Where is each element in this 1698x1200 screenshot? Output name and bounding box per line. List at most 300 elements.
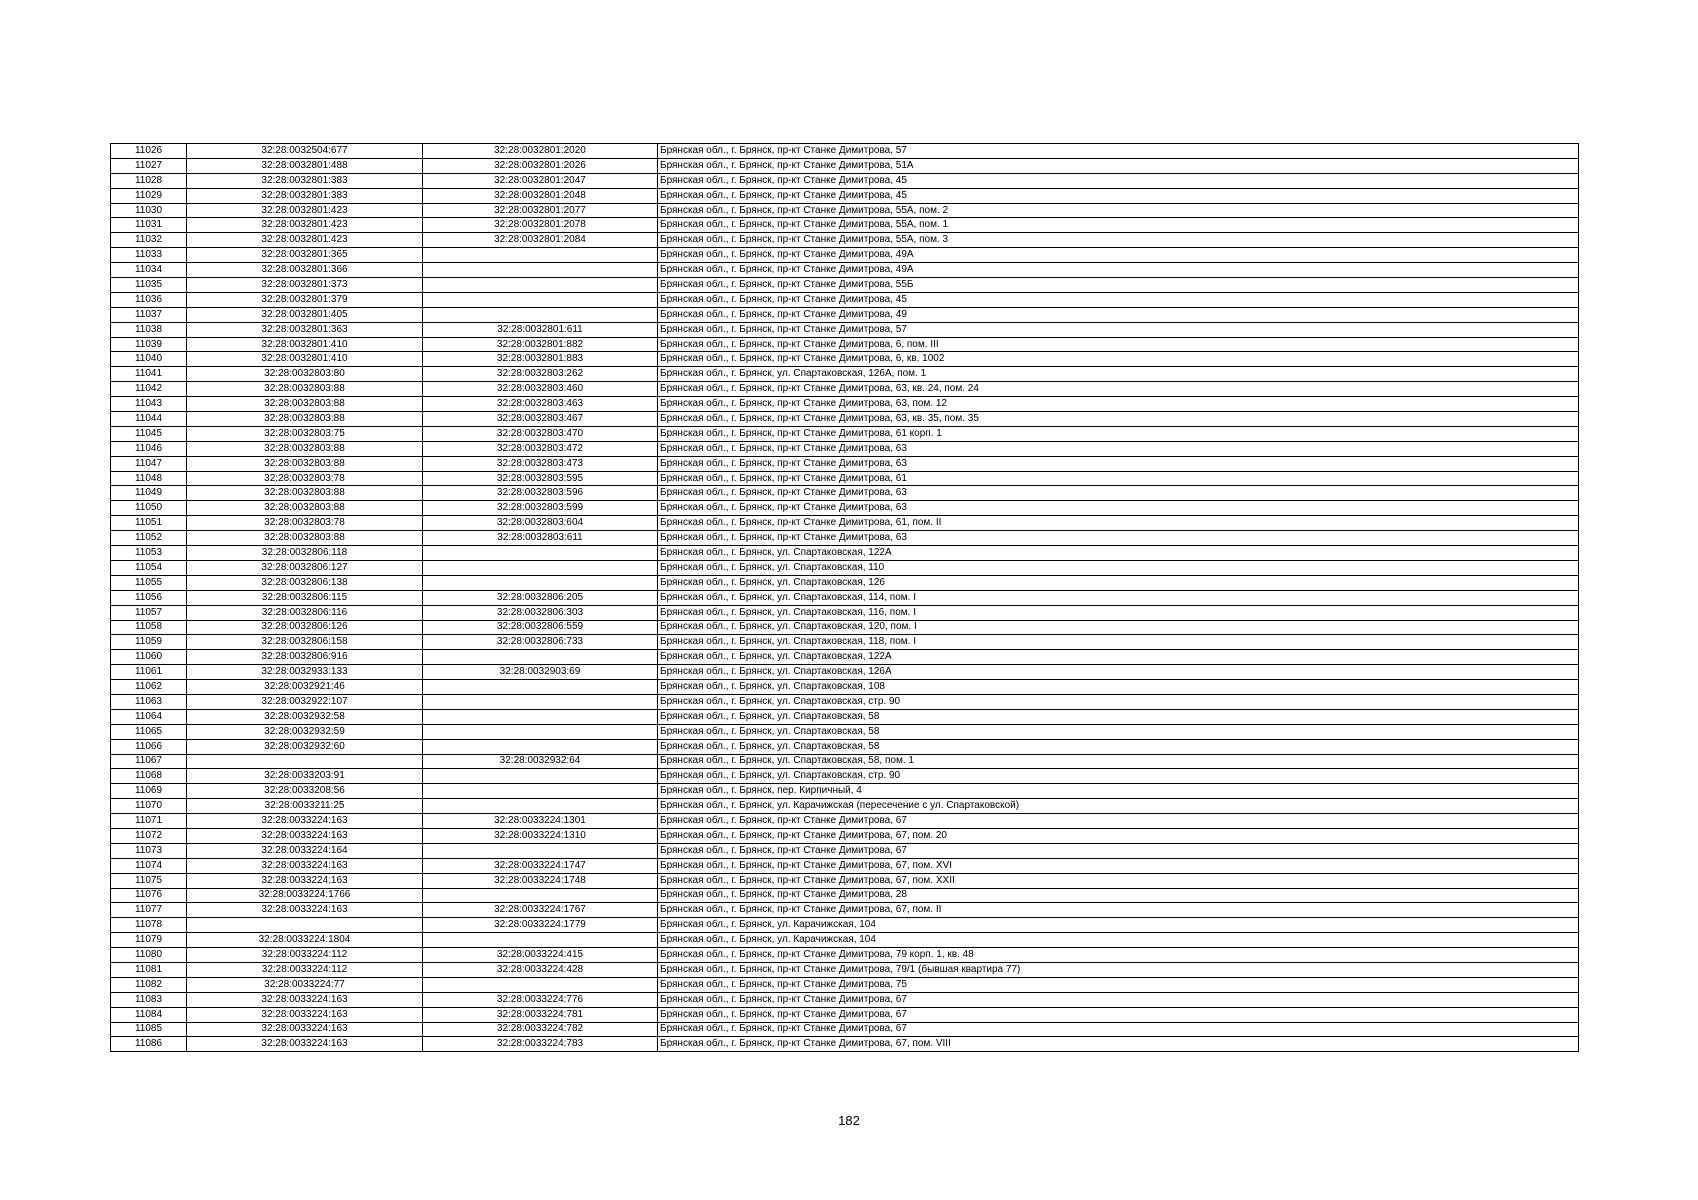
address-cell: Брянская обл., г. Брянск, пр-кт Станке Димитрова, 67, пом. II [658,903,1579,918]
table-row [111,501,1579,516]
object-cadastral-number-cell: 32:28:0032806:559 [423,620,658,635]
table-row [111,233,1579,248]
row-number-cell: 11030 [111,203,187,218]
land-cadastral-number-cell: 32:28:0032803:80 [187,367,423,382]
object-cadastral-number-cell [423,977,658,992]
land-cadastral-number-cell: 32:28:0032801:423 [187,233,423,248]
table-row [111,292,1579,307]
address-cell: Брянская обл., г. Брянск, ул. Спартаковская, стр. 90 [658,694,1579,709]
object-cadastral-number-cell: 32:28:0033224:1779 [423,918,658,933]
object-cadastral-number-cell [423,680,658,695]
land-cadastral-number-cell: 32:28:0032806:158 [187,635,423,650]
row-number-cell: 11044 [111,412,187,427]
table-row [111,158,1579,173]
table-row [111,933,1579,948]
object-cadastral-number-cell [423,650,658,665]
row-number-cell: 11051 [111,516,187,531]
table-row [111,977,1579,992]
address-cell: Брянская обл., г. Брянск, пр-кт Станке Димитрова, 57 [658,322,1579,337]
address-cell: Брянская обл., г. Брянск, пр-кт Станке Димитрова, 49 [658,307,1579,322]
row-number-cell: 11063 [111,694,187,709]
table-row [111,218,1579,233]
object-cadastral-number-cell [423,769,658,784]
address-cell: Брянская обл., г. Брянск, пр-кт Станке Димитрова, 6, кв. 1002 [658,352,1579,367]
land-cadastral-number-cell: 32:28:0032803:88 [187,412,423,427]
object-cadastral-number-cell [423,799,658,814]
table-row [111,709,1579,724]
object-cadastral-number-cell: 32:28:0032801:611 [423,322,658,337]
table-row [111,948,1579,963]
land-cadastral-number-cell: 32:28:0032801:366 [187,263,423,278]
address-cell: Брянская обл., г. Брянск, пр-кт Станке Димитрова, 49А [658,263,1579,278]
address-cell: Брянская обл., г. Брянск, пр-кт Станке Димитрова, 63 [658,531,1579,546]
row-number-cell: 11073 [111,843,187,858]
address-cell: Брянская обл., г. Брянск, пр-кт Станке Димитрова, 6, пом. III [658,337,1579,352]
address-cell: Брянская обл., г. Брянск, ул. Спартаковская, 120, пом. I [658,620,1579,635]
row-number-cell: 11036 [111,292,187,307]
address-cell: Брянская обл., г. Брянск, ул. Карачижская (пересечение с ул. Спартаковской) [658,799,1579,814]
row-number-cell: 11081 [111,962,187,977]
table-row [111,769,1579,784]
land-cadastral-number-cell: 32:28:0033208:56 [187,784,423,799]
address-cell: Брянская обл., г. Брянск, пр-кт Станке Димитрова, 63 [658,486,1579,501]
land-cadastral-number-cell: 32:28:0033203:91 [187,769,423,784]
object-cadastral-number-cell: 32:28:0033224:776 [423,992,658,1007]
table-row [111,575,1579,590]
row-number-cell: 11065 [111,724,187,739]
address-cell: Брянская обл., г. Брянск, пр-кт Станке Димитрова, 75 [658,977,1579,992]
table-row [111,278,1579,293]
address-cell: Брянская обл., г. Брянск, пр-кт Станке Димитрова, 55А, пом. 3 [658,233,1579,248]
object-cadastral-number-cell [423,278,658,293]
land-cadastral-number-cell: 32:28:0032803:88 [187,486,423,501]
row-number-cell: 11026 [111,144,187,159]
land-cadastral-number-cell: 32:28:0032801:410 [187,352,423,367]
address-cell: Брянская обл., г. Брянск, ул. Спартаковская, 108 [658,680,1579,695]
table-row [111,739,1579,754]
land-cadastral-number-cell: 32:28:0033224:163 [187,1007,423,1022]
table-row [111,397,1579,412]
object-cadastral-number-cell: 32:28:0032801:2048 [423,188,658,203]
row-number-cell: 11027 [111,158,187,173]
row-number-cell: 11070 [111,799,187,814]
row-number-cell: 11057 [111,605,187,620]
address-cell: Брянская обл., г. Брянск, пр-кт Станке Димитрова, 63, пом. 12 [658,397,1579,412]
address-cell: Брянская обл., г. Брянск, пр-кт Станке Димитрова, 67 [658,814,1579,829]
table-row [111,367,1579,382]
land-cadastral-number-cell: 32:28:0032801:410 [187,337,423,352]
address-cell: Брянская обл., г. Брянск, пр-кт Станке Димитрова, 57 [658,144,1579,159]
land-cadastral-number-cell: 32:28:0033224:163 [187,873,423,888]
table-row [111,516,1579,531]
row-number-cell: 11060 [111,650,187,665]
address-cell: Брянская обл., г. Брянск, пр-кт Станке Димитрова, 55А, пом. 1 [658,218,1579,233]
table-row [111,337,1579,352]
land-cadastral-number-cell: 32:28:0032801:379 [187,292,423,307]
row-number-cell: 11055 [111,575,187,590]
land-cadastral-number-cell: 32:28:0032806:118 [187,546,423,561]
address-cell: Брянская обл., г. Брянск, ул. Спартаковская, 118, пом. I [658,635,1579,650]
address-cell: Брянская обл., г. Брянск, пр-кт Станке Димитрова, 63, кв. 24, пом. 24 [658,382,1579,397]
address-cell: Брянская обл., г. Брянск, ул. Спартаковская, 126А [658,665,1579,680]
address-cell: Брянская обл., г. Брянск, пр-кт Станке Димитрова, 79 корп. 1, кв. 48 [658,948,1579,963]
address-cell: Брянская обл., г. Брянск, пр-кт Станке Димитрова, 49А [658,248,1579,263]
object-cadastral-number-cell: 32:28:0032801:2047 [423,173,658,188]
row-number-cell: 11066 [111,739,187,754]
row-number-cell: 11053 [111,546,187,561]
address-cell: Брянская обл., г. Брянск, ул. Спартаковская, 126 [658,575,1579,590]
table-row [111,441,1579,456]
object-cadastral-number-cell: 32:28:0033224:1747 [423,858,658,873]
address-cell: Брянская обл., г. Брянск, ул. Спартаковская, 116, пом. I [658,605,1579,620]
object-cadastral-number-cell: 32:28:0032803:595 [423,471,658,486]
object-cadastral-number-cell [423,709,658,724]
object-cadastral-number-cell: 32:28:0032803:467 [423,412,658,427]
page-number: 182 [838,1113,860,1128]
object-cadastral-number-cell: 32:28:0032801:2077 [423,203,658,218]
row-number-cell: 11085 [111,1022,187,1037]
table-row [111,531,1579,546]
land-cadastral-number-cell: 32:28:0033211:25 [187,799,423,814]
table-row [111,962,1579,977]
object-cadastral-number-cell: 32:28:0032803:596 [423,486,658,501]
land-cadastral-number-cell: 32:28:0032801:365 [187,248,423,263]
row-number-cell: 11035 [111,278,187,293]
table-row [111,992,1579,1007]
table-row [111,828,1579,843]
object-cadastral-number-cell: 32:28:0033224:1301 [423,814,658,829]
land-cadastral-number-cell: 32:28:0032806:126 [187,620,423,635]
land-cadastral-number-cell: 32:28:0032933:133 [187,665,423,680]
land-cadastral-number-cell: 32:28:0033224:163 [187,814,423,829]
object-cadastral-number-cell: 32:28:0032801:2078 [423,218,658,233]
land-cadastral-number-cell: 32:28:0032806:916 [187,650,423,665]
row-number-cell: 11045 [111,426,187,441]
row-number-cell: 11076 [111,888,187,903]
table-row [111,173,1579,188]
object-cadastral-number-cell: 32:28:0033224:428 [423,962,658,977]
table-row [111,263,1579,278]
address-cell: Брянская обл., г. Брянск, пр-кт Станке Димитрова, 67 [658,1007,1579,1022]
row-number-cell: 11062 [111,680,187,695]
object-cadastral-number-cell: 32:28:0033224:415 [423,948,658,963]
land-cadastral-number-cell: 32:28:0033224:1766 [187,888,423,903]
object-cadastral-number-cell: 32:28:0033224:783 [423,1037,658,1052]
object-cadastral-number-cell [423,933,658,948]
table-row [111,307,1579,322]
land-cadastral-number-cell: 32:28:0032806:115 [187,590,423,605]
row-number-cell: 11084 [111,1007,187,1022]
row-number-cell: 11067 [111,754,187,769]
land-cadastral-number-cell [187,918,423,933]
object-cadastral-number-cell [423,888,658,903]
row-number-cell: 11050 [111,501,187,516]
table-row [111,1022,1579,1037]
land-cadastral-number-cell: 32:28:0032504:677 [187,144,423,159]
address-cell: Брянская обл., г. Брянск, пр-кт Станке Димитрова, 63 [658,456,1579,471]
object-cadastral-number-cell: 32:28:0033224:782 [423,1022,658,1037]
table-row [111,546,1579,561]
address-cell: Брянская обл., г. Брянск, ул. Карачижская, 104 [658,933,1579,948]
object-cadastral-number-cell [423,292,658,307]
table-row [111,1007,1579,1022]
table-row [111,724,1579,739]
address-cell: Брянская обл., г. Брянск, ул. Спартаковская, стр. 90 [658,769,1579,784]
address-cell: Брянская обл., г. Брянск, пр-кт Станке Димитрова, 67, пом. VIII [658,1037,1579,1052]
object-cadastral-number-cell: 32:28:0032806:205 [423,590,658,605]
land-cadastral-number-cell: 32:28:0032803:88 [187,501,423,516]
land-cadastral-number-cell: 32:28:0033224:1804 [187,933,423,948]
land-cadastral-number-cell: 32:28:0032803:88 [187,382,423,397]
object-cadastral-number-cell: 32:28:0033224:1748 [423,873,658,888]
object-cadastral-number-cell: 32:28:0032806:303 [423,605,658,620]
address-cell: Брянская обл., г. Брянск, пр-кт Станке Димитрова, 63 [658,501,1579,516]
row-number-cell: 11048 [111,471,187,486]
address-cell: Брянская обл., г. Брянск, пр-кт Станке Димитрова, 45 [658,188,1579,203]
land-cadastral-number-cell: 32:28:0032803:88 [187,397,423,412]
object-cadastral-number-cell: 32:28:0032803:463 [423,397,658,412]
row-number-cell: 11034 [111,263,187,278]
table-row [111,486,1579,501]
row-number-cell: 11046 [111,441,187,456]
object-cadastral-number-cell: 32:28:0033224:1767 [423,903,658,918]
row-number-cell: 11033 [111,248,187,263]
object-cadastral-number-cell: 32:28:0032801:2026 [423,158,658,173]
address-cell: Брянская обл., г. Брянск, пер. Кирпичный, 4 [658,784,1579,799]
object-cadastral-number-cell [423,694,658,709]
table-row [111,620,1579,635]
row-number-cell: 11086 [111,1037,187,1052]
address-cell: Брянская обл., г. Брянск, пр-кт Станке Димитрова, 67, пом. XVI [658,858,1579,873]
land-cadastral-number-cell: 32:28:0033224:112 [187,962,423,977]
object-cadastral-number-cell: 32:28:0032803:599 [423,501,658,516]
address-cell: Брянская обл., г. Брянск, ул. Спартаковская, 58 [658,709,1579,724]
table-row [111,248,1579,263]
row-number-cell: 11074 [111,858,187,873]
table-row [111,858,1579,873]
object-cadastral-number-cell [423,739,658,754]
land-cadastral-number-cell: 32:28:0033224:163 [187,903,423,918]
table-row [111,456,1579,471]
row-number-cell: 11079 [111,933,187,948]
land-cadastral-number-cell: 32:28:0032803:78 [187,516,423,531]
table-row [111,814,1579,829]
object-cadastral-number-cell: 32:28:0032932:64 [423,754,658,769]
row-number-cell: 11049 [111,486,187,501]
row-number-cell: 11080 [111,948,187,963]
row-number-cell: 11071 [111,814,187,829]
land-cadastral-number-cell: 32:28:0032803:88 [187,441,423,456]
table-row [111,784,1579,799]
address-cell: Брянская обл., г. Брянск, пр-кт Станке Димитрова, 67 [658,992,1579,1007]
address-cell: Брянская обл., г. Брянск, пр-кт Станке Димитрова, 63 [658,441,1579,456]
land-cadastral-number-cell: 32:28:0033224:164 [187,843,423,858]
row-number-cell: 11072 [111,828,187,843]
row-number-cell: 11059 [111,635,187,650]
table-row [111,144,1579,159]
address-cell: Брянская обл., г. Брянск, пр-кт Станке Димитрова, 45 [658,173,1579,188]
table-row [111,918,1579,933]
table-row [111,590,1579,605]
table-row [111,635,1579,650]
object-cadastral-number-cell [423,843,658,858]
land-cadastral-number-cell: 32:28:0033224:163 [187,992,423,1007]
land-cadastral-number-cell: 32:28:0032801:488 [187,158,423,173]
row-number-cell: 11042 [111,382,187,397]
address-cell: Брянская обл., г. Брянск, ул. Спартаковская, 58 [658,724,1579,739]
land-cadastral-number-cell [187,754,423,769]
row-number-cell: 11077 [111,903,187,918]
address-cell: Брянская обл., г. Брянск, пр-кт Станке Димитрова, 67, пом. 20 [658,828,1579,843]
address-cell: Брянская обл., г. Брянск, пр-кт Станке Димитрова, 45 [658,292,1579,307]
land-cadastral-number-cell: 32:28:0032806:138 [187,575,423,590]
object-cadastral-number-cell: 32:28:0033224:1310 [423,828,658,843]
object-cadastral-number-cell: 32:28:0032903:69 [423,665,658,680]
registry-table [110,143,1579,1052]
land-cadastral-number-cell: 32:28:0033224:163 [187,1037,423,1052]
row-number-cell: 11082 [111,977,187,992]
address-cell: Брянская обл., г. Брянск, пр-кт Станке Димитрова, 67, пом. XXII [658,873,1579,888]
table-row [111,560,1579,575]
row-number-cell: 11043 [111,397,187,412]
address-cell: Брянская обл., г. Брянск, ул. Спартаковская, 122А [658,650,1579,665]
land-cadastral-number-cell: 32:28:0032801:423 [187,218,423,233]
address-cell: Брянская обл., г. Брянск, пр-кт Станке Димитрова, 55Б [658,278,1579,293]
land-cadastral-number-cell: 32:28:0032801:383 [187,188,423,203]
object-cadastral-number-cell [423,724,658,739]
address-cell: Брянская обл., г. Брянск, пр-кт Станке Димитрова, 79/1 (бывшая квартира 77) [658,962,1579,977]
address-cell: Брянская обл., г. Брянск, пр-кт Станке Димитрова, 61, пом. II [658,516,1579,531]
object-cadastral-number-cell: 32:28:0032803:611 [423,531,658,546]
table-row [111,203,1579,218]
object-cadastral-number-cell: 32:28:0032803:262 [423,367,658,382]
land-cadastral-number-cell: 32:28:0033224:163 [187,858,423,873]
object-cadastral-number-cell: 32:28:0033224:781 [423,1007,658,1022]
address-cell: Брянская обл., г. Брянск, ул. Спартаковская, 126А, пом. 1 [658,367,1579,382]
table-row [111,888,1579,903]
table-row [111,1037,1579,1052]
object-cadastral-number-cell: 32:28:0032803:470 [423,426,658,441]
row-number-cell: 11029 [111,188,187,203]
row-number-cell: 11047 [111,456,187,471]
row-number-cell: 11069 [111,784,187,799]
address-cell: Брянская обл., г. Брянск, ул. Спартаковская, 114, пом. I [658,590,1579,605]
table-row [111,694,1579,709]
row-number-cell: 11056 [111,590,187,605]
row-number-cell: 11061 [111,665,187,680]
row-number-cell: 11037 [111,307,187,322]
object-cadastral-number-cell [423,784,658,799]
object-cadastral-number-cell [423,575,658,590]
land-cadastral-number-cell: 32:28:0032801:405 [187,307,423,322]
object-cadastral-number-cell [423,560,658,575]
address-cell: Брянская обл., г. Брянск, ул. Спартаковская, 58, пом. 1 [658,754,1579,769]
address-cell: Брянская обл., г. Брянск, ул. Карачижская, 104 [658,918,1579,933]
table-row [111,650,1579,665]
land-cadastral-number-cell: 32:28:0032932:60 [187,739,423,754]
land-cadastral-number-cell: 32:28:0032932:58 [187,709,423,724]
table-row [111,843,1579,858]
land-cadastral-number-cell: 32:28:0032801:373 [187,278,423,293]
object-cadastral-number-cell: 32:28:0032803:604 [423,516,658,531]
row-number-cell: 11031 [111,218,187,233]
row-number-cell: 11083 [111,992,187,1007]
address-cell: Брянская обл., г. Брянск, пр-кт Станке Димитрова, 67 [658,843,1579,858]
object-cadastral-number-cell: 32:28:0032801:2020 [423,144,658,159]
address-cell: Брянская обл., г. Брянск, пр-кт Станке Димитрова, 61 [658,471,1579,486]
address-cell: Брянская обл., г. Брянск, пр-кт Станке Димитрова, 67 [658,1022,1579,1037]
table-row [111,412,1579,427]
row-number-cell: 11058 [111,620,187,635]
row-number-cell: 11078 [111,918,187,933]
land-cadastral-number-cell: 32:28:0032801:363 [187,322,423,337]
table-row [111,665,1579,680]
row-number-cell: 11032 [111,233,187,248]
land-cadastral-number-cell: 32:28:0032803:88 [187,456,423,471]
object-cadastral-number-cell: 32:28:0032803:460 [423,382,658,397]
address-cell: Брянская обл., г. Брянск, пр-кт Станке Димитрова, 63, кв. 35, пом. 35 [658,412,1579,427]
object-cadastral-number-cell: 32:28:0032801:2084 [423,233,658,248]
address-cell: Брянская обл., г. Брянск, пр-кт Станке Димитрова, 55А, пом. 2 [658,203,1579,218]
address-cell: Брянская обл., г. Брянск, пр-кт Станке Димитрова, 61 корп. 1 [658,426,1579,441]
object-cadastral-number-cell: 32:28:0032801:883 [423,352,658,367]
table-row [111,605,1579,620]
table-row [111,903,1579,918]
address-cell: Брянская обл., г. Брянск, пр-кт Станке Димитрова, 28 [658,888,1579,903]
land-cadastral-number-cell: 32:28:0032803:88 [187,531,423,546]
land-cadastral-number-cell: 32:28:0032803:78 [187,471,423,486]
row-number-cell: 11038 [111,322,187,337]
land-cadastral-number-cell: 32:28:0032932:59 [187,724,423,739]
table-row [111,799,1579,814]
table-row [111,352,1579,367]
land-cadastral-number-cell: 32:28:0032806:116 [187,605,423,620]
row-number-cell: 11054 [111,560,187,575]
land-cadastral-number-cell: 32:28:0032922:107 [187,694,423,709]
row-number-cell: 11052 [111,531,187,546]
row-number-cell: 11068 [111,769,187,784]
table-row [111,426,1579,441]
table-row [111,680,1579,695]
object-cadastral-number-cell [423,307,658,322]
registry-table-body [111,144,1579,1052]
land-cadastral-number-cell: 32:28:0033224:163 [187,1022,423,1037]
object-cadastral-number-cell [423,248,658,263]
land-cadastral-number-cell: 32:28:0032803:75 [187,426,423,441]
address-cell: Брянская обл., г. Брянск, пр-кт Станке Димитрова, 51А [658,158,1579,173]
land-cadastral-number-cell: 32:28:0033224:77 [187,977,423,992]
table-row [111,322,1579,337]
table-row [111,754,1579,769]
land-cadastral-number-cell: 32:28:0033224:163 [187,828,423,843]
row-number-cell: 11064 [111,709,187,724]
table-row [111,873,1579,888]
object-cadastral-number-cell: 32:28:0032803:473 [423,456,658,471]
land-cadastral-number-cell: 32:28:0032806:127 [187,560,423,575]
object-cadastral-number-cell [423,263,658,278]
row-number-cell: 11041 [111,367,187,382]
table-row [111,188,1579,203]
land-cadastral-number-cell: 32:28:0033224:112 [187,948,423,963]
object-cadastral-number-cell: 32:28:0032803:472 [423,441,658,456]
row-number-cell: 11075 [111,873,187,888]
land-cadastral-number-cell: 32:28:0032801:423 [187,203,423,218]
table-row [111,471,1579,486]
address-cell: Брянская обл., г. Брянск, ул. Спартаковская, 58 [658,739,1579,754]
object-cadastral-number-cell: 32:28:0032801:882 [423,337,658,352]
row-number-cell: 11039 [111,337,187,352]
address-cell: Брянская обл., г. Брянск, ул. Спартаковская, 110 [658,560,1579,575]
